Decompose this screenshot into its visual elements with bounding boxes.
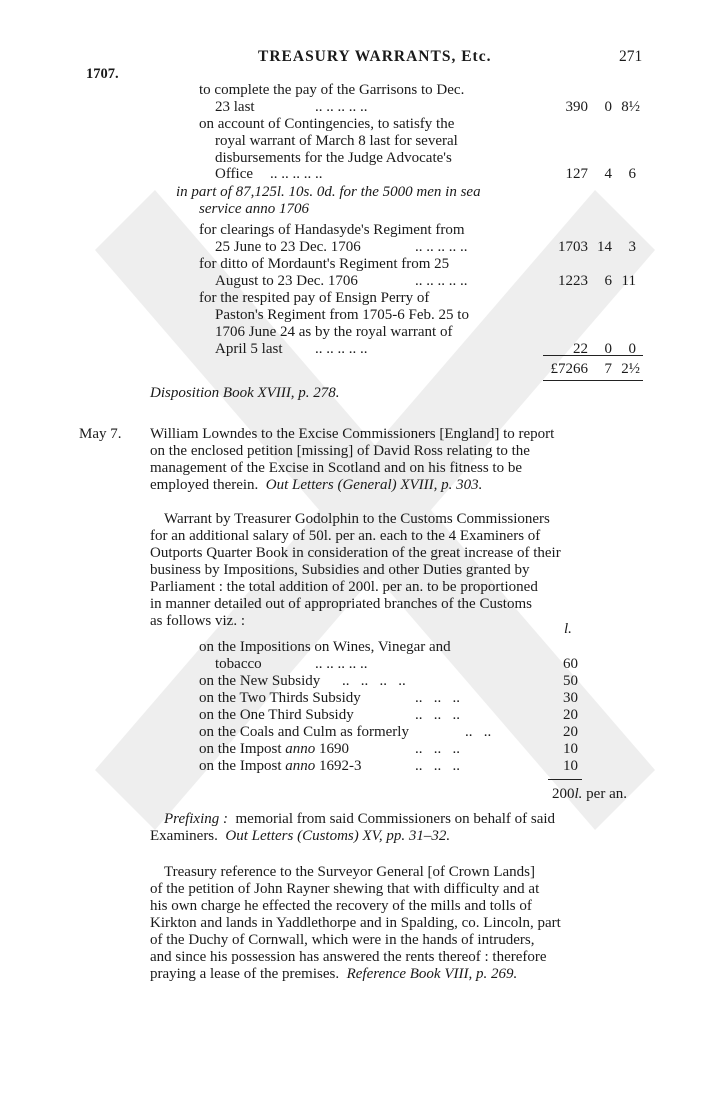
table-row-value: 20 [563,724,578,740]
amount-pounds: 390 [565,99,588,115]
entry-line: employed therein. Out Letters (General) XVIII, p. 303. [150,477,483,493]
total-shillings: 7 [604,361,612,377]
sum-rule [543,355,643,356]
entry-line: William Lowndes to the Excise Commissioners [England] to report [150,426,555,442]
amount-pounds: 22 [573,341,588,357]
entry-line: Kirkton and lands in Yaddlethorpe and in Spalding, co. Lincoln, part [150,915,561,931]
account-line: Paston's Regiment from 1705-6 Feb. 25 to [215,307,469,323]
entry-line: Warrant by Treasurer Godolphin to the Customs Commissioners [164,511,550,527]
table-row-label: on the Impost anno 1690 [199,741,349,757]
table-row-value: 20 [563,707,578,723]
entry-line: Parliament : the total addition of 200l. per an. to be proportioned [150,579,538,595]
unit-header: l. [564,621,572,637]
table-row-value: 60 [563,656,578,672]
table-row-label: on the Impositions on Wines, Vinegar and [199,639,451,655]
table-row-label: on the One Third Subsidy [199,707,354,723]
entry-line: in manner detailed out of appropriated branches of the Customs [150,596,532,612]
table-row-label: on the Coals and Culm as formerly [199,724,409,740]
total-pounds: £7266 [550,361,588,377]
leader-dots: .. .. .. .. [342,673,406,689]
account-line: April 5 last [215,341,283,357]
account-line: royal warrant of March 8 last for several [215,133,458,149]
amount-pounds: 127 [565,166,588,182]
table-row-value: 10 [563,741,578,757]
leader-dots: .. .. .. .. .. [315,99,368,115]
account-heading: in part of 87,125l. 10s. 0d. for the 5000 men in sea [176,184,481,200]
entry-line: Outports Quarter Book in consideration of the great increase of their [150,545,561,561]
table-row-value: 50 [563,673,578,689]
leader-dots: .. .. [465,724,492,740]
table-row-label: on the Two Thirds Subsidy [199,690,361,706]
amount-pence: 8½ [621,99,640,115]
amount-pence: 11 [621,273,636,289]
leader-dots: .. .. .. .. .. [315,341,368,357]
entry-line: of the Duchy of Cornwall, which were in the hands of intruders, [150,932,535,948]
entry-line: for an additional salary of 50l. per an. each to the 4 Examiners of [150,528,541,544]
sum-rule [548,779,582,780]
amount-pounds: 1703 [558,239,588,255]
leader-dots: .. .. .. .. .. [270,166,323,182]
leader-dots: .. .. .. [415,741,460,757]
account-line: on account of Contingencies, to satisfy the [199,116,455,132]
entry-line: praying a lease of the premises. Reference Book VIII, p. 269. [150,966,518,982]
leader-dots: .. .. .. [415,758,460,774]
account-line: 1706 June 24 as by the royal warrant of [215,324,453,340]
entry-line: of the petition of John Rayner shewing that with difficulty and at [150,881,540,897]
leader-dots: .. .. .. .. .. [315,656,368,672]
table-row-label: on the New Subsidy [199,673,321,689]
amount-shillings: 0 [604,341,612,357]
total-pence: 2½ [621,361,640,377]
account-line: 23 last [215,99,255,115]
leader-dots: .. .. .. [415,690,460,706]
amount-pence: 6 [628,166,636,182]
page-number: 271 [619,48,643,65]
table-row-value: 30 [563,690,578,706]
amount-pounds: 1223 [558,273,588,289]
account-line: for clearings of Handasyde's Regiment from [199,222,465,238]
leader-dots: .. .. .. [415,707,460,723]
account-heading-cont: service anno 1706 [199,201,309,217]
entry-line: as follows viz. : [150,613,245,629]
account-line: Office [215,166,254,182]
entry-line: on the enclosed petition [missing] of David Ross relating to the [150,443,530,459]
entry-line: management of the Excise in Scotland and on his fitness to be [150,460,522,476]
running-head: TREASURY WARRANTS, Etc. [258,48,492,65]
entry-line: and since his possession has answered the rents thereof : therefore [150,949,547,965]
table-row-value: 10 [563,758,578,774]
amount-pence: 3 [628,239,636,255]
amount-pence: 0 [628,341,636,357]
total-rule [543,380,643,381]
amount-shillings: 14 [597,239,612,255]
entry-line: Prefixing : memorial from said Commissioners on behalf of said [164,811,556,827]
account-line: August to 23 Dec. 1706 [215,273,358,289]
amount-shillings: 0 [604,99,612,115]
entry-line: business by Impositions, Subsidies and other Duties granted by [150,562,530,578]
table-total: 200l. per an. [552,786,627,802]
source-reference: Disposition Book XVIII, p. 278. [150,385,340,401]
table-row-label: on the Impost anno 1692-3 [199,758,362,774]
amount-shillings: 6 [604,273,612,289]
margin-year: 1707. [86,66,119,82]
account-line: for the respited pay of Ensign Perry of [199,290,430,306]
account-line: for ditto of Mordaunt's Regiment from 25 [199,256,450,272]
entry-line: Treasury reference to the Surveyor General [of Crown Lands] [164,864,535,880]
margin-date: May 7. [79,426,122,442]
account-line: disbursements for the Judge Advocate's [215,150,452,166]
leader-dots: .. .. .. .. .. [415,273,468,289]
amount-shillings: 4 [604,166,612,182]
account-line: 25 June to 23 Dec. 1706 [215,239,361,255]
leader-dots: .. .. .. .. .. [415,239,468,255]
table-row-label: tobacco [215,656,262,672]
entry-line: his own charge he effected the recovery of the mills and tolls of [150,898,532,914]
account-line: to complete the pay of the Garrisons to Dec. [199,82,465,98]
entry-line: Examiners. Out Letters (Customs) XV, pp. 31–32. [150,828,451,844]
